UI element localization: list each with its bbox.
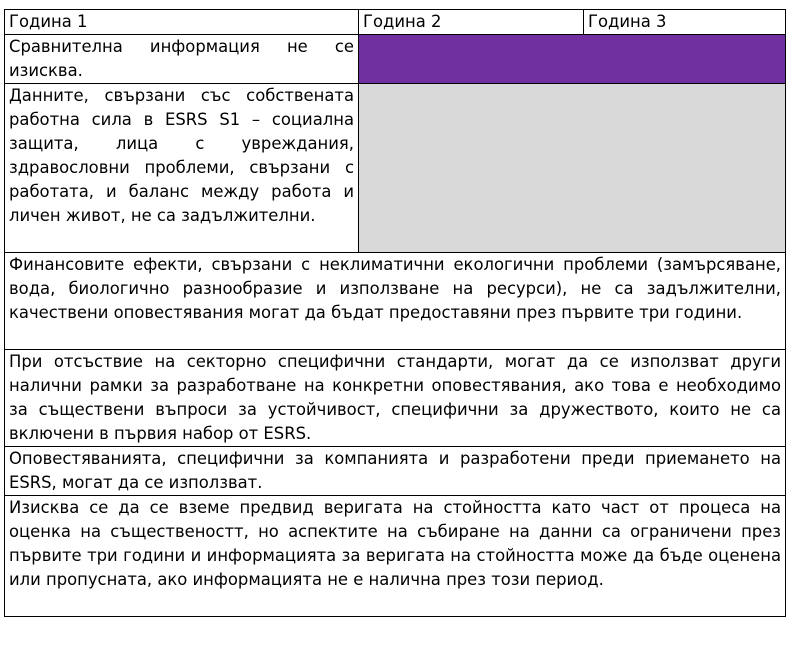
table-row: [5, 447, 786, 496]
comparative-info-cell: Сравнителна информация не се изисква.: [5, 35, 359, 84]
header-row: [5, 10, 786, 35]
sector-standards-cell: При отсъствие на секторно специфични стандарти, могат да се използват други налични рамки за разработване на конкретни оповестявания, ако това е необходимо за съществени въпроси за устойчивост, специфични за дружеството, които не са включени в първия набор от ESRS.: [5, 350, 786, 447]
company-disclosures-cell: Оповестяванията, специфични за компанията и разработени преди приемането на ESRS, могат да се използват.: [5, 447, 786, 496]
table-row: [5, 350, 786, 447]
header-year-3: Година 3: [584, 10, 786, 35]
table-row: [5, 35, 786, 84]
purple-band: [359, 35, 786, 84]
phase-in-table: [4, 9, 786, 617]
financial-effects-cell: Финансовите ефекти, свързани с неклиматични екологични проблеми (замърсяване, вода, биологично разнообразие и използване на ресурси), не са задължителни, качествени оповестявания могат да бъдат предоставяни през първите три години.: [5, 253, 786, 350]
header-year-1: Година 1: [5, 10, 359, 35]
table-row: [5, 253, 786, 350]
header-year-2: Година 2: [359, 10, 584, 35]
table-row: [5, 84, 786, 253]
table-row: [5, 496, 786, 617]
value-chain-cell: Изисква се да се вземе предвид веригата на стойността като част от процеса на оценка на същественостт, но аспектите на събиране на данни са ограничени през първите три години и информацията за веригата на стойността може да бъде оценена или пропусната, ако информацията не е налична през този период.: [5, 496, 786, 617]
grey-block: [359, 84, 786, 253]
own-workforce-cell: Данните, свързани със собствената работна сила в ESRS S1 – социална защита, лица с увреждания, здравословни проблеми, свързани с работата, и баланс между работа и личен живот, не са задължителни.: [5, 84, 359, 253]
